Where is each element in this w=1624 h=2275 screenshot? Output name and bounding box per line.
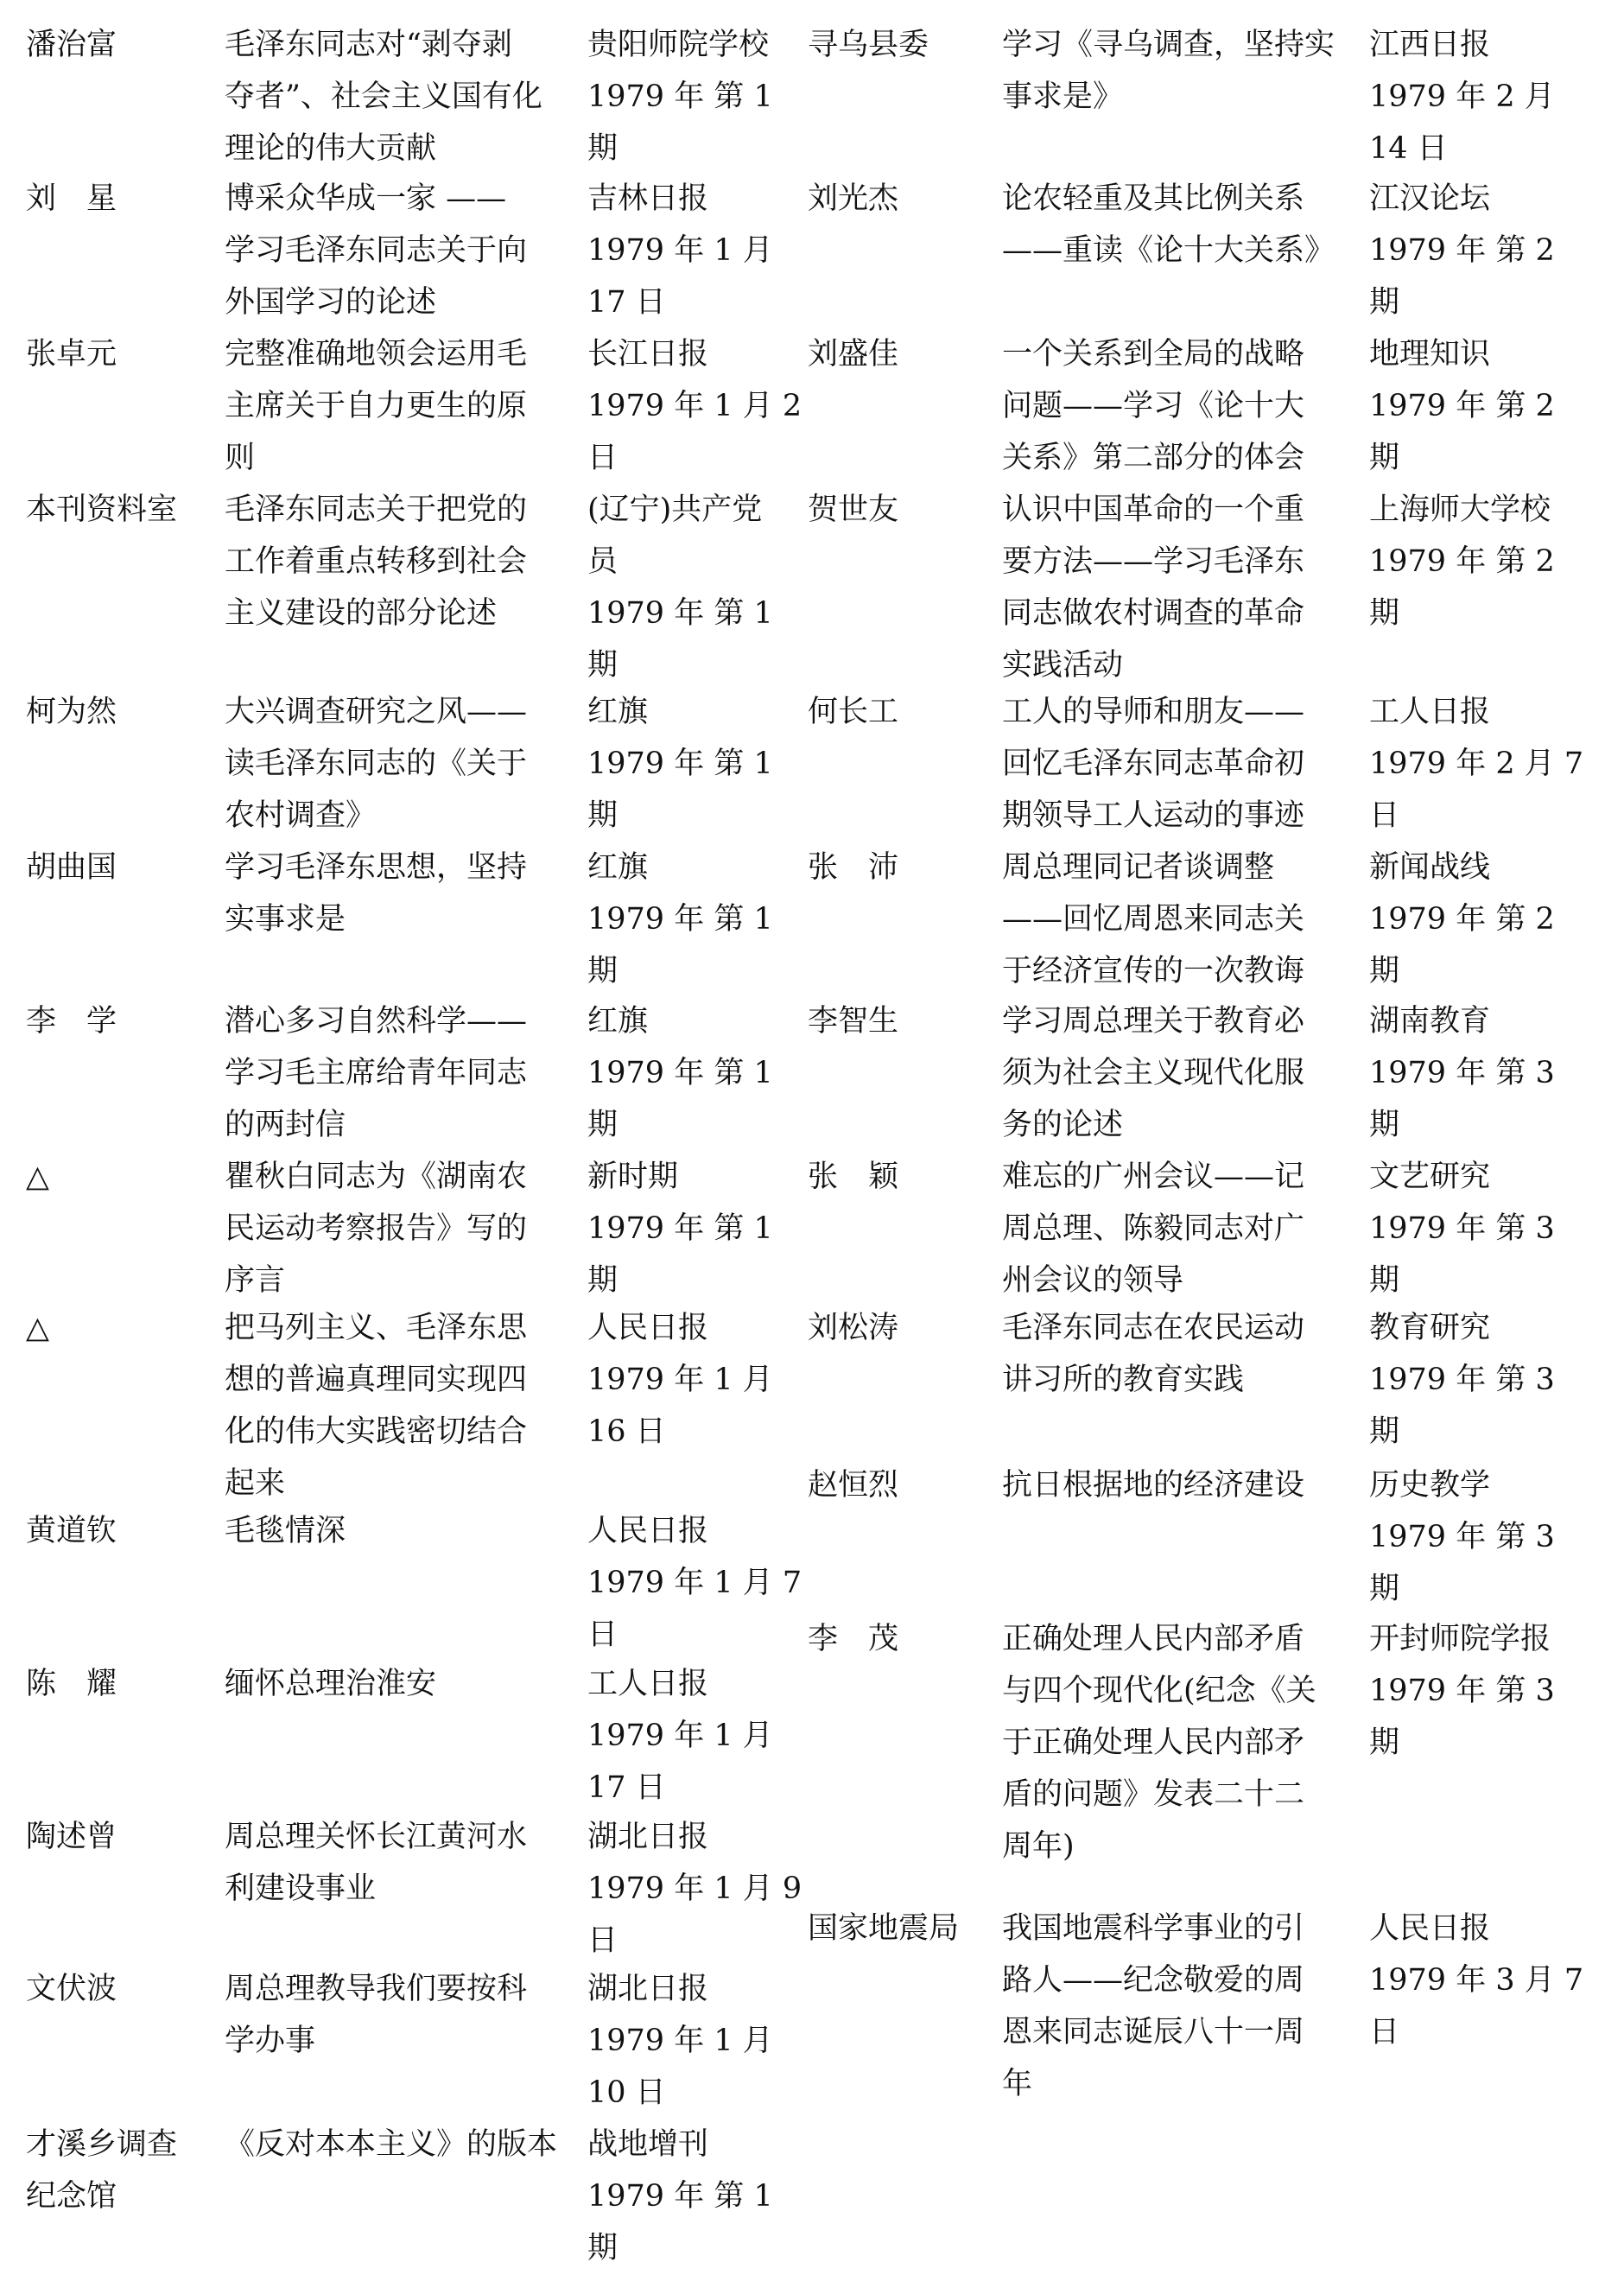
entry-source-line: 1979 年 第 1 bbox=[587, 747, 773, 781]
entry-source-line: 江西日报 bbox=[1369, 28, 1491, 62]
entry-author bbox=[26, 842, 212, 893]
entry-author-line: 刘盛佳 bbox=[808, 337, 899, 372]
entry-author-line: 文伏波 bbox=[26, 1972, 117, 2006]
entry-title-line: 关系》第二部分的体会 bbox=[1002, 441, 1305, 475]
entry-source-line: 1979 年 第 2 bbox=[1369, 389, 1555, 423]
entry-title bbox=[1002, 1613, 1363, 1872]
entry-title bbox=[1002, 19, 1363, 123]
entry-title-line: 恩来同志诞辰八十一周 bbox=[1002, 2015, 1305, 2049]
entry-title-line: 周总理同记者谈调整 bbox=[1002, 850, 1275, 885]
entry-source-line: 1979 年 2 月 bbox=[1369, 79, 1555, 114]
entry-title-line: 问题——学习《论十大 bbox=[1002, 389, 1305, 423]
entry-title-line: 事求是》 bbox=[1002, 79, 1124, 114]
entry-source-line: 1979 年 第 3 bbox=[1369, 1211, 1555, 1246]
entry-author-line: 寻乌县委 bbox=[808, 28, 929, 62]
entry-author-line: 本刊资料室 bbox=[26, 492, 178, 527]
entry-source-line: 1979 年 2 月 7 bbox=[1369, 747, 1584, 781]
entry-title-line: 难忘的广州会议——记 bbox=[1002, 1160, 1305, 1194]
entry-source-line: 红旗 bbox=[587, 1004, 649, 1039]
entry-title bbox=[1002, 842, 1363, 997]
entry-title-line: 实践活动 bbox=[1002, 648, 1124, 683]
entry-source-line: 吉林日报 bbox=[587, 181, 709, 216]
entry-source bbox=[587, 2119, 821, 2274]
entry-source bbox=[1369, 1302, 1602, 1458]
entry-author-line: 张 沛 bbox=[808, 850, 899, 885]
entry-title-line: 理论的伟大贡献 bbox=[225, 131, 437, 166]
entry-title bbox=[1002, 1302, 1363, 1406]
bibliography-entry bbox=[808, 1903, 1611, 2110]
entry-title-line: 论农轻重及其比例关系 bbox=[1002, 181, 1305, 216]
entry-title bbox=[225, 328, 594, 484]
entry-source bbox=[1369, 328, 1602, 484]
entry-author bbox=[808, 173, 1002, 225]
entry-source-line: 工人日报 bbox=[587, 1667, 709, 1701]
entry-source-line: 1979 年 第 3 bbox=[1369, 1363, 1555, 1397]
entry-title-line: 序言 bbox=[225, 1263, 286, 1298]
entry-source-line: 1979 年 1 月 bbox=[587, 233, 773, 268]
entry-source-line: 1979 年 第 1 bbox=[587, 79, 773, 114]
entry-author bbox=[808, 1151, 1002, 1203]
entry-source-line: 1979 年 1 月 bbox=[587, 1719, 773, 1753]
entry-author bbox=[26, 1302, 212, 1354]
bibliography-entry bbox=[26, 1811, 821, 1967]
bibliography-entry bbox=[26, 19, 821, 175]
entry-title-line: 年 bbox=[1002, 2067, 1033, 2101]
entry-author-line: 胡曲国 bbox=[26, 850, 117, 885]
entry-author-line: 潘治富 bbox=[26, 28, 117, 62]
entry-source-line: 湖南教育 bbox=[1369, 1004, 1491, 1039]
entry-title bbox=[225, 1658, 594, 1710]
entry-author-line: 赵恒烈 bbox=[808, 1468, 899, 1503]
entry-title-line: 毛泽东同志在农民运动 bbox=[1002, 1311, 1305, 1345]
bibliography-entry bbox=[26, 686, 821, 842]
entry-source-line: 期 bbox=[587, 1263, 619, 1298]
entry-source-line: 湖北日报 bbox=[587, 1972, 709, 2006]
entry-title bbox=[225, 1811, 594, 1915]
bibliography-entry bbox=[26, 328, 821, 484]
entry-title-line: 把马列主义、毛泽东思 bbox=[225, 1311, 528, 1345]
entry-title-line: 周年) bbox=[1002, 1829, 1075, 1864]
entry-title-line: 民运动考察报告》写的 bbox=[225, 1211, 528, 1246]
entry-title bbox=[1002, 686, 1363, 842]
entry-author-line: 黄道钦 bbox=[26, 1514, 117, 1548]
entry-source-line: 日 bbox=[1369, 2015, 1400, 2049]
bibliography-entry bbox=[26, 173, 821, 328]
entry-author bbox=[26, 328, 212, 380]
entry-source-line: 员 bbox=[587, 544, 619, 579]
entry-title-line: 工人的导师和朋友—— bbox=[1002, 695, 1305, 729]
entry-title-line: 同志做农村调查的革命 bbox=[1002, 596, 1305, 631]
entry-source-line: 日 bbox=[1369, 798, 1400, 833]
entry-title-line: 化的伟大实践密切结合 bbox=[225, 1414, 528, 1449]
entry-source-line: 湖北日报 bbox=[587, 1820, 709, 1854]
entry-source bbox=[587, 1302, 821, 1458]
entry-title-line: 利建设事业 bbox=[225, 1871, 377, 1906]
entry-author bbox=[26, 686, 212, 738]
entry-title-line: 《反对本本主义》的版本 bbox=[225, 2127, 558, 2162]
bibliography-entry bbox=[808, 686, 1611, 842]
bibliography-entry bbox=[808, 484, 1611, 691]
entry-title-line: 与四个现代化(纪念《关 bbox=[1002, 1674, 1316, 1708]
entry-source bbox=[587, 484, 821, 691]
entry-author-line: △ bbox=[26, 1311, 49, 1345]
entry-title-line: 学习毛泽东同志关于向 bbox=[225, 233, 528, 268]
entry-title bbox=[225, 1302, 594, 1509]
entry-source bbox=[587, 328, 821, 484]
entry-author bbox=[26, 1963, 212, 2015]
entry-author bbox=[26, 19, 212, 71]
entry-author-line: 国家地震局 bbox=[808, 1911, 960, 1946]
entry-author-line: 张卓元 bbox=[26, 337, 117, 372]
entry-title bbox=[1002, 484, 1363, 691]
entry-title bbox=[1002, 328, 1363, 484]
entry-author-line: 刘光杰 bbox=[808, 181, 899, 216]
entry-title-line: 须为社会主义现代化服 bbox=[1002, 1056, 1305, 1090]
entry-title-line: 认识中国革命的一个重 bbox=[1002, 492, 1305, 527]
entry-source-line: 红旗 bbox=[587, 850, 649, 885]
entry-title bbox=[1002, 995, 1363, 1151]
entry-source-line: 1979 年 1 月 bbox=[587, 2024, 773, 2058]
entry-title-line: 潜心多习自然科学—— bbox=[225, 1004, 528, 1039]
entry-title-line: 于正确处理人民内部矛 bbox=[1002, 1725, 1305, 1760]
entry-source bbox=[1369, 686, 1602, 842]
entry-source-line: 1979 年 第 3 bbox=[1369, 1520, 1555, 1554]
entry-source-line: 期 bbox=[587, 798, 619, 833]
entry-author bbox=[26, 1658, 212, 1710]
entry-source-line: 1979 年 第 1 bbox=[587, 1211, 773, 1246]
entry-source-line: (辽宁)共产党 bbox=[587, 492, 763, 527]
entry-title-line: 讲习所的教育实践 bbox=[1002, 1363, 1245, 1397]
entry-source-line: 上海师大学校 bbox=[1369, 492, 1551, 527]
entry-source bbox=[1369, 484, 1602, 639]
entry-source bbox=[1369, 995, 1602, 1151]
entry-source-line: 江汉论坛 bbox=[1369, 181, 1491, 216]
entry-source-line: 1979 年 第 2 bbox=[1369, 233, 1555, 268]
bibliography-entry bbox=[808, 173, 1611, 328]
entry-source bbox=[1369, 842, 1602, 997]
entry-source-line: 1979 年 第 3 bbox=[1369, 1674, 1555, 1708]
entry-title-line: 周总理教导我们要按科 bbox=[225, 1972, 528, 2006]
entry-source-line: 期 bbox=[1369, 285, 1400, 320]
entry-source-line: 期 bbox=[587, 131, 619, 166]
entry-source-line: 文艺研究 bbox=[1369, 1160, 1491, 1194]
entry-source-line: 期 bbox=[587, 648, 619, 683]
entry-source-line: 1979 年 第 1 bbox=[587, 902, 773, 937]
entry-title-line: 正确处理人民内部矛盾 bbox=[1002, 1622, 1305, 1656]
entry-source-line: 1979 年 1 月 9 bbox=[587, 1871, 802, 1906]
entry-source-line: 期 bbox=[1369, 1572, 1400, 1606]
entry-source-line: 1979 年 3 月 7 bbox=[1369, 1963, 1584, 1998]
entry-title bbox=[225, 2119, 594, 2170]
bibliography-entry bbox=[808, 328, 1611, 484]
entry-author bbox=[26, 1151, 212, 1203]
entry-author-line: 李 学 bbox=[26, 1004, 117, 1039]
entry-title-line: 我国地震科学事业的引 bbox=[1002, 1911, 1305, 1946]
entry-source-line: 1979 年 第 1 bbox=[587, 2179, 773, 2214]
bibliography-entry bbox=[26, 484, 821, 691]
entry-title-line: ——回忆周恩来同志关 bbox=[1002, 902, 1305, 937]
entry-title-line: 工作着重点转移到社会 bbox=[225, 544, 528, 579]
entry-title-line: 周总理关怀长江黄河水 bbox=[225, 1820, 528, 1854]
entry-title-line: 要方法——学习毛泽东 bbox=[1002, 544, 1305, 579]
entry-source-line: 1979 年 第 1 bbox=[587, 596, 773, 631]
entry-source-line: 新闻战线 bbox=[1369, 850, 1491, 885]
entry-source-line: 期 bbox=[1369, 1108, 1400, 1142]
bibliography-entry bbox=[808, 1302, 1611, 1458]
bibliography-entry bbox=[26, 1302, 821, 1509]
bibliography-entry bbox=[808, 1613, 1611, 1872]
entry-title-line: 实事求是 bbox=[225, 902, 346, 937]
entry-title-line: ——重读《论十大关系》 bbox=[1002, 233, 1335, 268]
bibliography-entry bbox=[808, 1151, 1611, 1306]
entry-title-line: 务的论述 bbox=[1002, 1108, 1124, 1142]
entry-source bbox=[587, 1811, 821, 1967]
entry-source bbox=[587, 1151, 821, 1306]
entry-title-line: 瞿秋白同志为《湖南农 bbox=[225, 1160, 528, 1194]
entry-title-line: 则 bbox=[225, 441, 256, 475]
entry-author bbox=[26, 173, 212, 225]
entry-source-line: 日 bbox=[587, 441, 619, 475]
entry-source bbox=[587, 1505, 821, 1661]
entry-title bbox=[1002, 1151, 1363, 1306]
entry-author bbox=[808, 1459, 1002, 1511]
bibliography-entry bbox=[26, 1151, 821, 1306]
entry-title-line: 毛泽东同志对“剥夺剥 bbox=[225, 28, 512, 62]
bibliography-entry bbox=[26, 1505, 821, 1661]
entry-source-line: 期 bbox=[1369, 954, 1400, 988]
entry-source-line: 地理知识 bbox=[1369, 337, 1491, 372]
entry-author bbox=[808, 19, 1002, 71]
entry-title-line: 读毛泽东同志的《关于 bbox=[225, 747, 528, 781]
entry-author-line: 陈 耀 bbox=[26, 1667, 117, 1701]
entry-source-line: 1979 年 1 月 2 bbox=[587, 389, 802, 423]
entry-source bbox=[1369, 19, 1602, 175]
entry-author bbox=[808, 1613, 1002, 1665]
entry-title-line: 回忆毛泽东同志革命初 bbox=[1002, 747, 1305, 781]
entry-author bbox=[808, 1302, 1002, 1354]
entry-author-line: 刘 星 bbox=[26, 181, 117, 216]
entry-source-line: 期 bbox=[1369, 596, 1400, 631]
entry-source-line: 新时期 bbox=[587, 1160, 679, 1194]
entry-author-line: 张 颖 bbox=[808, 1160, 899, 1194]
entry-author bbox=[26, 1505, 212, 1557]
entry-author bbox=[808, 842, 1002, 893]
entry-title-line: 路人——纪念敬爱的周 bbox=[1002, 1963, 1305, 1998]
entry-source-line: 长江日报 bbox=[587, 337, 709, 372]
entry-source bbox=[1369, 1459, 1602, 1615]
entry-title bbox=[1002, 1903, 1363, 2110]
entry-author bbox=[26, 2119, 212, 2222]
entry-author-line: 才溪乡调查 bbox=[26, 2127, 178, 2162]
entry-source-line: 1979 年 第 3 bbox=[1369, 1056, 1555, 1090]
bibliography-entry bbox=[808, 842, 1611, 997]
entry-source-line: 期 bbox=[1369, 1414, 1400, 1449]
entry-author bbox=[26, 1811, 212, 1863]
entry-source-line: 工人日报 bbox=[1369, 695, 1491, 729]
entry-author bbox=[26, 995, 212, 1047]
entry-title bbox=[1002, 1459, 1363, 1511]
entry-source-line: 1979 年 第 1 bbox=[587, 1056, 773, 1090]
entry-source-line: 期 bbox=[1369, 1725, 1400, 1760]
entry-source-line: 1979 年 1 月 bbox=[587, 1363, 773, 1397]
entry-source-line: 1979 年 第 2 bbox=[1369, 902, 1555, 937]
entry-author bbox=[808, 995, 1002, 1047]
entry-title bbox=[225, 484, 594, 639]
entry-title-line: 缅怀总理治淮安 bbox=[225, 1667, 437, 1701]
entry-title bbox=[225, 995, 594, 1151]
entry-title-line: 一个关系到全局的战略 bbox=[1002, 337, 1305, 372]
entry-title-line: 的两封信 bbox=[225, 1108, 346, 1142]
entry-source-line: 贵阳师院学校 bbox=[587, 28, 770, 62]
entry-source bbox=[1369, 173, 1602, 328]
bibliography-entry bbox=[26, 2119, 821, 2274]
entry-source-line: 期 bbox=[1369, 441, 1400, 475]
entry-source-line: 战地增刊 bbox=[587, 2127, 709, 2162]
entry-source-line: 教育研究 bbox=[1369, 1311, 1491, 1345]
entry-title bbox=[225, 1151, 594, 1306]
entry-source-line: 人民日报 bbox=[587, 1311, 709, 1345]
entry-title-line: 于经济宣传的一次教诲 bbox=[1002, 954, 1305, 988]
entry-author bbox=[808, 1903, 1002, 1954]
entry-author-line: 纪念馆 bbox=[26, 2179, 117, 2214]
entry-author-line: △ bbox=[26, 1160, 49, 1194]
entry-source-line: 开封师院学报 bbox=[1369, 1622, 1551, 1656]
bibliography-entry bbox=[808, 19, 1611, 175]
entry-title-line: 夺者”、社会主义国有化 bbox=[225, 79, 542, 114]
bibliography-entry bbox=[808, 995, 1611, 1151]
entry-source-line: 10 日 bbox=[587, 2075, 666, 2110]
entry-source bbox=[587, 1963, 821, 2119]
entry-title bbox=[225, 842, 594, 945]
entry-source-line: 17 日 bbox=[587, 1770, 666, 1805]
entry-title-line: 农村调查》 bbox=[225, 798, 377, 833]
entry-author-line: 柯为然 bbox=[26, 695, 117, 729]
entry-source-line: 14 日 bbox=[1369, 131, 1448, 166]
entry-author-line: 李智生 bbox=[808, 1004, 899, 1039]
entry-author-line: 刘松涛 bbox=[808, 1311, 899, 1345]
entry-title bbox=[225, 686, 594, 842]
entry-source-line: 人民日报 bbox=[587, 1514, 709, 1548]
entry-title-line: 盾的问题》发表二十二 bbox=[1002, 1777, 1305, 1812]
bibliography-entry bbox=[26, 1963, 821, 2119]
entry-source-line: 人民日报 bbox=[1369, 1911, 1491, 1946]
bibliography-entry bbox=[26, 995, 821, 1151]
entry-title-line: 完整准确地领会运用毛 bbox=[225, 337, 528, 372]
entry-author-line: 贺世友 bbox=[808, 492, 899, 527]
entry-source bbox=[587, 686, 821, 842]
entry-title-line: 州会议的领导 bbox=[1002, 1263, 1184, 1298]
entry-title-line: 毛毯情深 bbox=[225, 1514, 346, 1548]
entry-source-line: 17 日 bbox=[587, 285, 666, 320]
entry-title-line: 大兴调查研究之风—— bbox=[225, 695, 528, 729]
entry-title bbox=[225, 1963, 594, 2067]
entry-author bbox=[808, 328, 1002, 380]
entry-source bbox=[587, 19, 821, 175]
entry-author-line: 陶述曾 bbox=[26, 1820, 117, 1854]
bibliography-entry bbox=[26, 842, 821, 997]
entry-title-line: 抗日根据地的经济建设 bbox=[1002, 1468, 1305, 1503]
entry-title-line: 主席关于自力更生的原 bbox=[225, 389, 528, 423]
entry-title-line: 学习毛主席给青年同志 bbox=[225, 1056, 528, 1090]
entry-title-line: 学习毛泽东思想，坚持 bbox=[225, 850, 528, 885]
entry-author bbox=[808, 484, 1002, 536]
entry-author-line: 李 茂 bbox=[808, 1622, 899, 1656]
entry-title bbox=[225, 1505, 594, 1557]
entry-title bbox=[225, 19, 594, 175]
entry-source bbox=[587, 842, 821, 997]
entry-source-line: 红旗 bbox=[587, 695, 649, 729]
entry-source-line: 16 日 bbox=[587, 1414, 666, 1449]
entry-title bbox=[1002, 173, 1363, 276]
entry-source bbox=[587, 173, 821, 328]
entry-source-line: 期 bbox=[587, 954, 619, 988]
entry-author-line: 何长工 bbox=[808, 695, 899, 729]
entry-title-line: 想的普遍真理同实现四 bbox=[225, 1363, 528, 1397]
entry-source-line: 期 bbox=[1369, 1263, 1400, 1298]
entry-author bbox=[808, 686, 1002, 738]
entry-source-line: 历史教学 bbox=[1369, 1468, 1491, 1503]
entry-title-line: 毛泽东同志关于把党的 bbox=[225, 492, 528, 527]
entry-source bbox=[1369, 1903, 1602, 2058]
entry-source-line: 期 bbox=[587, 1108, 619, 1142]
entry-source-line: 日 bbox=[587, 1923, 619, 1958]
entry-source bbox=[1369, 1151, 1602, 1306]
entry-source-line: 期 bbox=[587, 2231, 619, 2265]
entry-source bbox=[1369, 1613, 1602, 1769]
entry-source bbox=[587, 995, 821, 1151]
entry-source-line: 1979 年 第 2 bbox=[1369, 544, 1555, 579]
bibliography-entry bbox=[26, 1658, 821, 1814]
entry-source-line: 1979 年 1 月 7 bbox=[587, 1566, 802, 1600]
entry-title-line: 学习《寻乌调查，坚持实 bbox=[1002, 28, 1335, 62]
entry-source bbox=[587, 1658, 821, 1814]
entry-author bbox=[26, 484, 212, 536]
entry-title-line: 学习周总理关于教育必 bbox=[1002, 1004, 1305, 1039]
entry-title-line: 主义建设的部分论述 bbox=[225, 596, 498, 631]
entry-title bbox=[225, 173, 594, 328]
entry-source-line: 日 bbox=[587, 1617, 619, 1652]
entry-title-line: 周总理、陈毅同志对广 bbox=[1002, 1211, 1305, 1246]
entry-title-line: 学办事 bbox=[225, 2024, 316, 2058]
entry-title-line: 期领导工人运动的事迹 bbox=[1002, 798, 1305, 833]
entry-title-line: 博采众华成一家 —— bbox=[225, 181, 507, 216]
bibliography-entry bbox=[808, 1459, 1611, 1615]
entry-title-line: 外国学习的论述 bbox=[225, 285, 437, 320]
entry-title-line: 起来 bbox=[225, 1466, 286, 1501]
